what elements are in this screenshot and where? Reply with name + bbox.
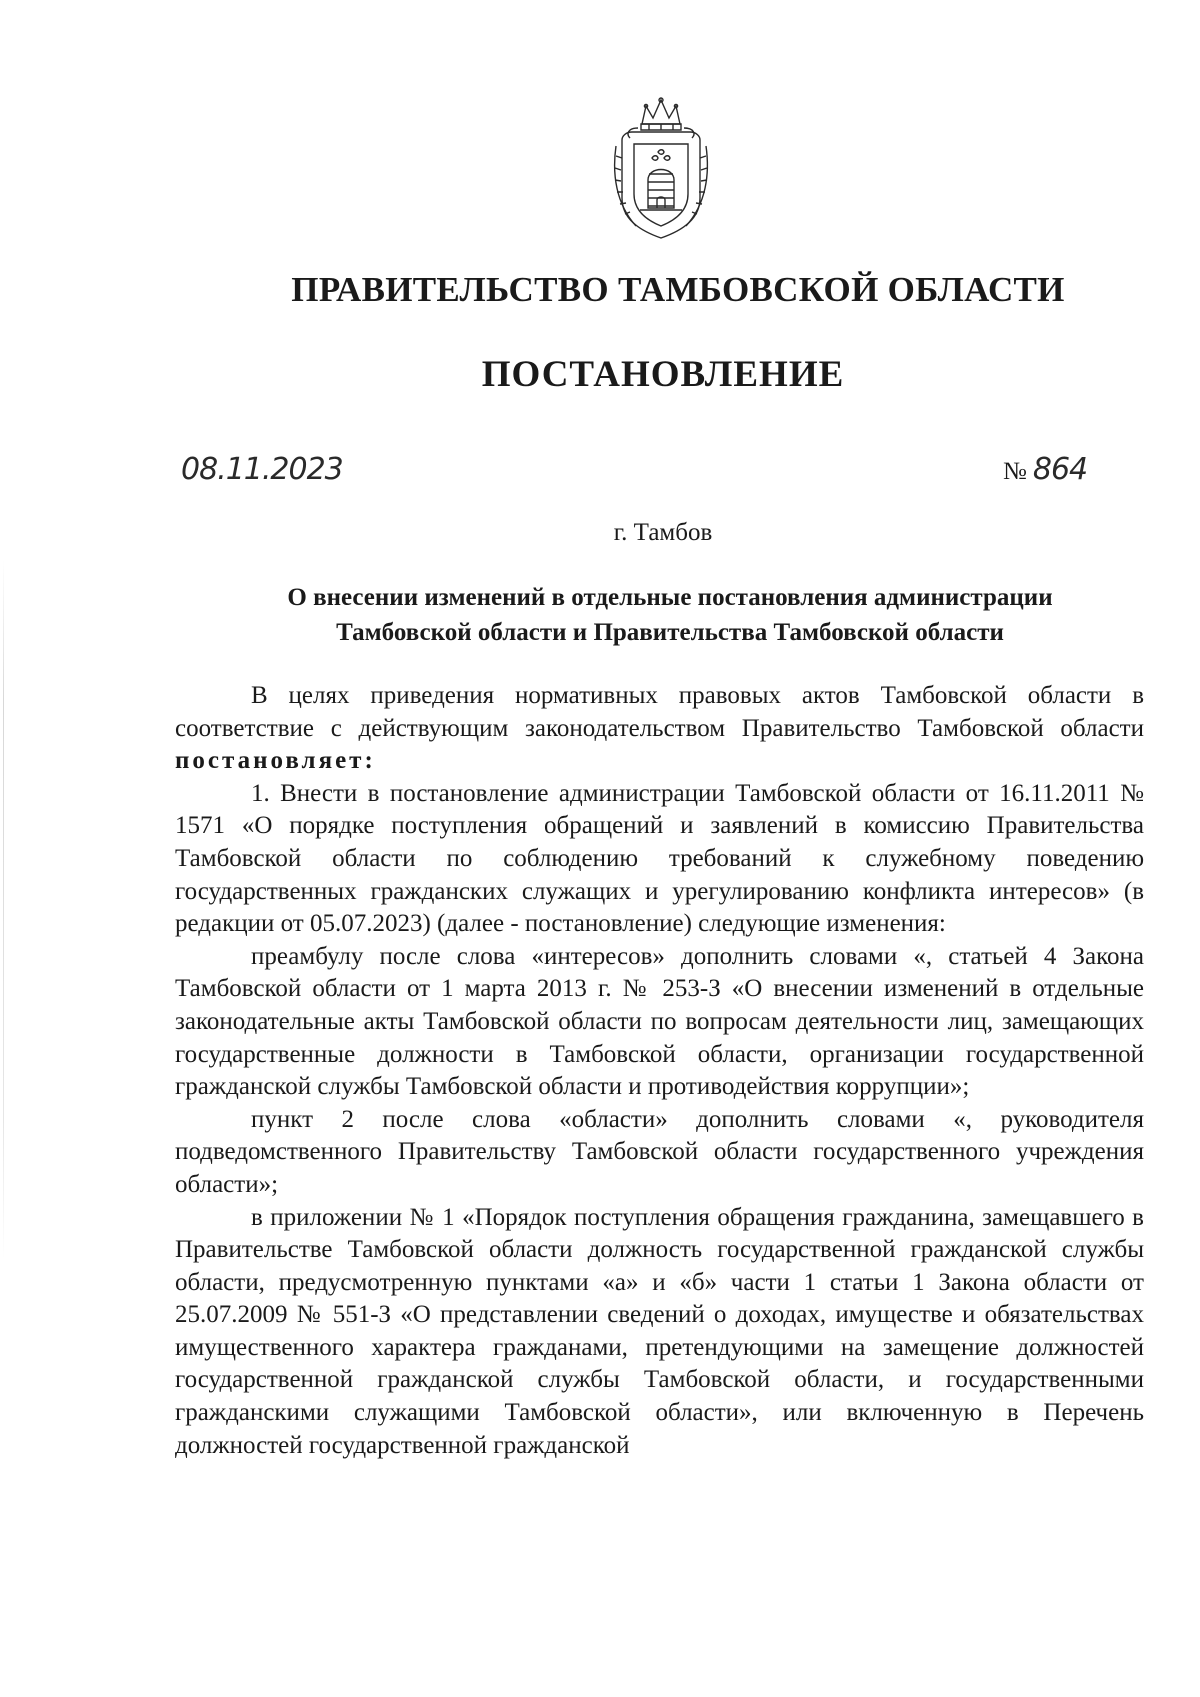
document-number [1003, 452, 1087, 487]
paragraph-1: 1. Внести в постановление администрации Тамбовской области от 16.11.2011 № 1571 «О порядке поступления обращений и заявлений в комиссию Правительства Тамбовской области по соблюдению требований к служебному поведению государственных гражданских служащих и урегулированию конфликта интересов» (в редакции от 05.07.2023) (далее - постановление) следующие изменения: [175, 779, 1144, 938]
intro-text: В целях приведения нормативных правовых актов Тамбовской области в соответствие с действующим законодательством Правительство Тамбовской области [175, 682, 1144, 742]
document-body [175, 680, 1144, 1462]
paragraph-4: в приложении № 1 «Порядок поступления обращения гражданина, замещавшего в Правительстве Тамбовской области должность государственной гражданской службы области, предусмотренную пунктами «а» и «б» части 1 статьи 1 Закона области от 25.07.2009 № 551-З «О представлении сведений о доходах, имуществе и обязательствах имущественного характера гражданами, претендующими на замещение должностей государственной гражданской службы Тамбовской области, и государственными гражданскими служащими Тамбовской области», или включенную в Перечень должностей государственной гражданской [175, 1203, 1144, 1459]
number-label: № [1003, 458, 1027, 485]
title-line-2: Тамбовской области и Правительства Тамбовской области [336, 619, 1004, 646]
tambov-coat-of-arms-icon [608, 94, 714, 244]
number-value: 864 [1032, 452, 1088, 487]
paragraph-3: пункт 2 после слова «области» дополнить словами «, руководителя подведомственного Правительству Тамбовской области государственного учреждения области»; [175, 1105, 1144, 1198]
scan-edge [3, 560, 4, 1260]
document-title [170, 580, 1170, 650]
document-date: 08.11.2023 [181, 452, 343, 487]
government-name: ПРАВИТЕЛЬСТВО ТАМБОВСКОЙ ОБЛАСТИ [291, 270, 1065, 309]
intro-verb: постановляет: [175, 747, 376, 775]
title-line-1: О внесении изменений в отдельные постановления администрации [287, 584, 1053, 611]
paragraph-intro [175, 680, 1144, 778]
document-type: ПОСТАНОВЛЕНИЕ [481, 354, 845, 395]
city: г. Тамбов [613, 519, 713, 546]
paragraph-2: преамбулу после слова «интересов» дополнить словами «, статьей 4 Закона Тамбовской области от 1 марта 2013 г. № 253-З «О внесении изменений в отдельные законодательные акты Тамбовской области по вопросам деятельности лиц, замещающих государственные должности в Тамбовской области, организации государственной гражданской службы Тамбовской области и противодействия коррупции»; [175, 942, 1144, 1101]
